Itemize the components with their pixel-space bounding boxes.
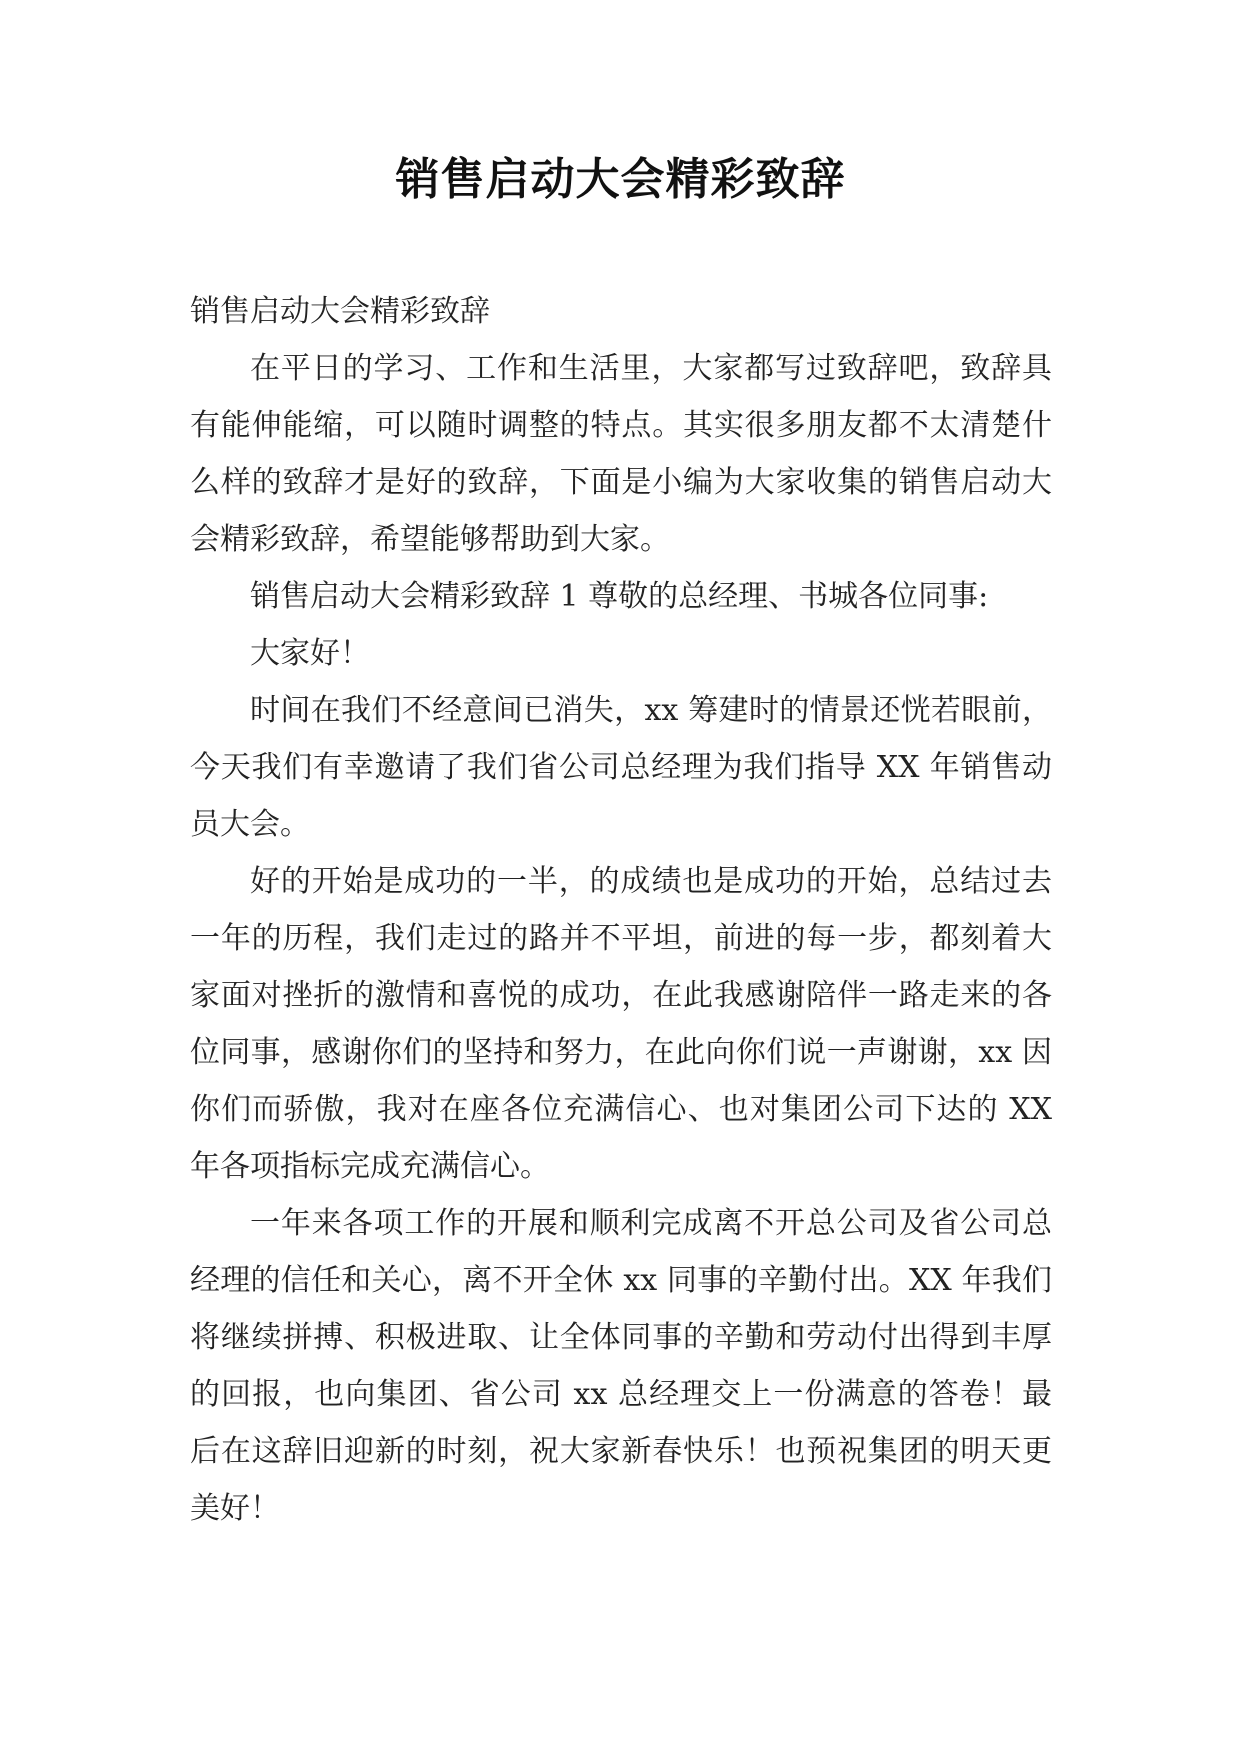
paragraph: 一年来各项工作的开展和顺利完成离不开总公司及省公司总经理的信任和关心，离不开全休 xx 同事的辛勤付出。XX 年我们将继续拼搏、积极进取、让全体同事的辛勤和劳动付出得到丰厚的回报，也向集团、省公司 xx 总经理交上一份满意的答卷！最后在这辞旧迎新的时刻，祝大家新春快乐！也预祝集团的明天更美好！ bbox=[190, 1206, 1052, 1526]
document-body bbox=[190, 283, 1052, 1537]
paragraph: 好的开始是成功的一半，的成绩也是成功的开始，总结过去一年的历程，我们走过的路并不平坦，前进的每一步，都刻着大家面对挫折的激情和喜悦的成功，在此我感谢陪伴一路走来的各位同事，感谢你们的坚持和努力，在此向你们说一声谢谢，xx 因你们而骄傲，我对在座各位充满信心、也对集团公司下达的 XX 年各项指标完成充满信心。 bbox=[190, 864, 1052, 1184]
paragraph: 在平日的学习、工作和生活里，大家都写过致辞吧，致辞具有能伸能缩，可以随时调整的特点。其实很多朋友都不太清楚什么样的致辞才是好的致辞，下面是小编为大家收集的销售启动大会精彩致辞，希望能够帮助到大家。 bbox=[190, 351, 1052, 557]
paragraph: 大家好！ bbox=[250, 636, 370, 671]
paragraph: 销售启动大会精彩致辞 1 尊敬的总经理、书城各位同事: bbox=[250, 579, 989, 614]
paragraph-heading: 销售启动大会精彩致辞 bbox=[190, 294, 490, 329]
paragraph: 时间在我们不经意间已消失，xx 筹建时的情景还恍若眼前，今天我们有幸邀请了我们省公司总经理为我们指导 XX 年销售动员大会。 bbox=[190, 693, 1052, 842]
document-title: 销售启动大会精彩致辞 bbox=[395, 154, 846, 205]
